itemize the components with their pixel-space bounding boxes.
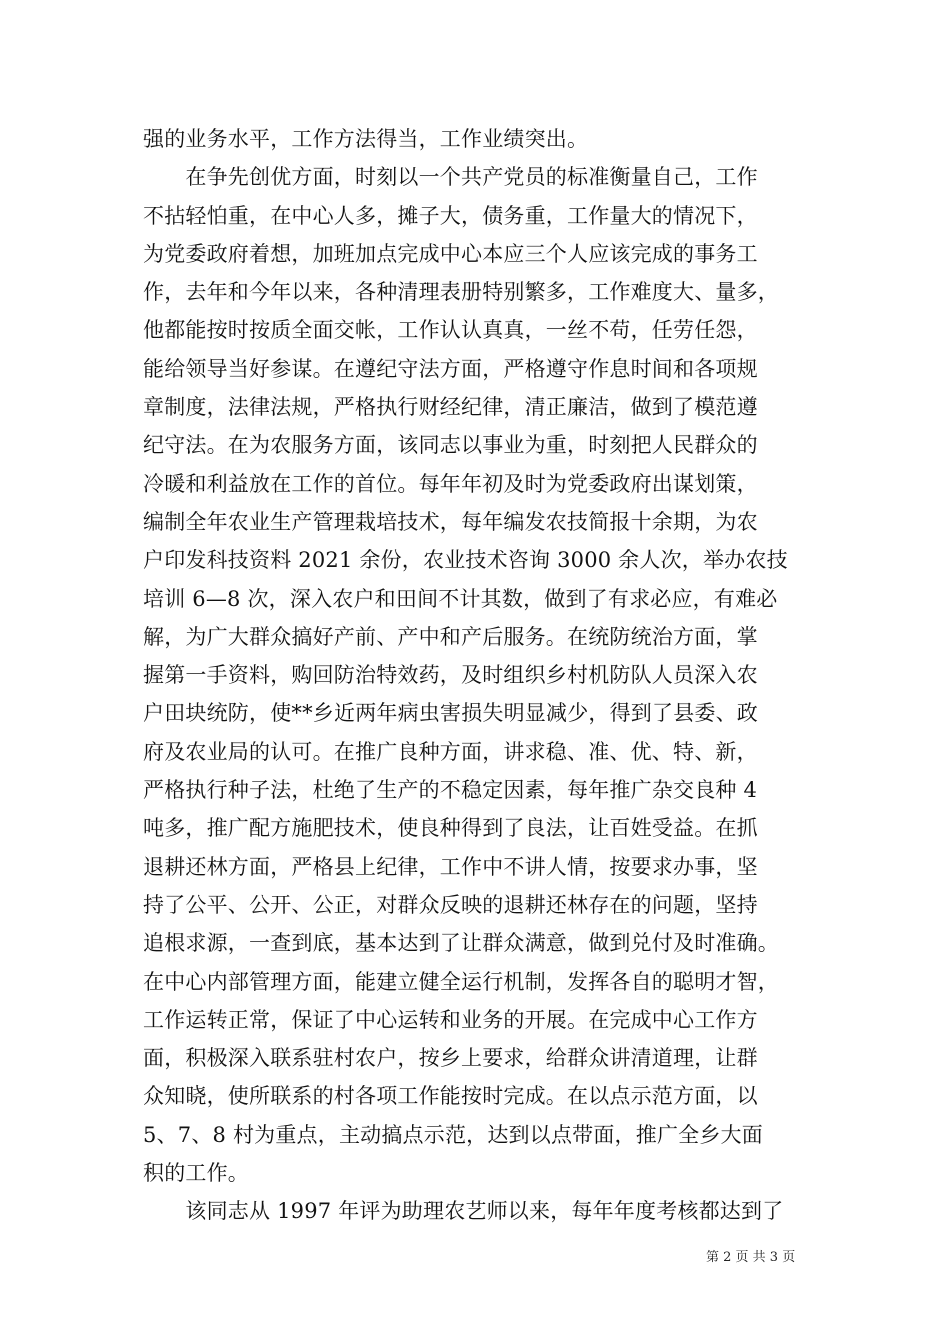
body-line: 积的工作。 [143,1161,249,1186]
body-line: 纪守法。在为农服务方面，该同志以事业为重，时刻把人民群众的 [143,433,758,458]
body-line: 持了公平、公开、公正，对群众反映的退耕还林存在的问题，坚持 [143,892,758,917]
body-line: 能给领导当好参谋。在遵纪守法方面，严格遵守作息时间和各项规 [143,356,758,381]
body-line: 户田块统防，使**乡近两年病虫害损失明显减少，得到了县委、政 [143,701,758,726]
body-line: 在中心内部管理方面，能建立健全运行机制，发挥各自的聪明才智， [143,969,779,994]
body-line: 他都能按时按质全面交帐，工作认认真真，一丝不苟，任劳任怨， [143,318,758,343]
body-line: 追根求源，一查到底，基本达到了让群众满意，做到兑付及时准确。 [143,931,779,956]
body-line: 该同志从 1997 年评为助理农艺师以来，每年年度考核都达到了 [143,1199,784,1224]
body-line: 编制全年农业生产管理栽培技术，每年编发农技简报十余期，为农 [143,509,758,534]
body-line: 握第一手资料，购回防治特效药，及时组织乡村机防队人员深入农 [143,663,758,688]
body-line: 5、7、8 村为重点，主动搞点示范，达到以点带面，推广全乡大面 [143,1122,763,1147]
body-line: 户印发科技资料 2021 余份，农业技术咨询 3000 余人次，举办农技 [143,548,788,573]
body-line: 培训 6—8 次，深入农户和田间不计其数，做到了有求必应，有难必 [143,586,778,611]
document-body [143,120,823,1231]
body-line: 章制度，法律法规，严格执行财经纪律，清正廉洁，做到了模范遵 [143,395,758,420]
body-line: 工作运转正常，保证了中心运转和业务的开展。在完成中心工作方 [143,1007,758,1032]
body-line: 作，去年和今年以来，各种清理表册特别繁多，工作难度大、量多， [143,280,779,305]
body-line: 解，为广大群众搞好产前、产中和产后服务。在统防统治方面，掌 [143,624,758,649]
body-line: 冷暖和利益放在工作的首位。每年年初及时为党委政府出谋划策， [143,471,758,496]
body-line: 面，积极深入联系驻村农户，按乡上要求，给群众讲清道理，让群 [143,1046,758,1071]
page-number-footer: 第 2 页 共 3 页 [706,1250,796,1265]
body-line: 为党委政府着想，加班加点完成中心本应三个人应该完成的事务工 [143,241,758,266]
body-line: 严格执行种子法，杜绝了生产的不稳定因素，每年推广杂交良种 4 [143,778,758,803]
body-line: 府及农业局的认可。在推广良种方面，讲求稳、准、优、特、新， [143,739,758,764]
body-line: 强的业务水平，工作方法得当，工作业绩突出。 [143,127,589,151]
body-line: 退耕还林方面，严格县上纪律，工作中不讲人情，按要求办事，坚 [143,854,758,879]
body-line: 不拈轻怕重，在中心人多，摊子大，债务重，工作量大的情况下， [143,203,758,228]
body-line: 在争先创优方面，时刻以一个共产党员的标准衡量自己，工作 [143,165,758,190]
body-line: 吨多，推广配方施肥技术，使良种得到了良法，让百姓受益。在抓 [143,816,758,841]
body-line: 众知晓，使所联系的村各项工作能按时完成。在以点示范方面，以 [143,1084,758,1109]
